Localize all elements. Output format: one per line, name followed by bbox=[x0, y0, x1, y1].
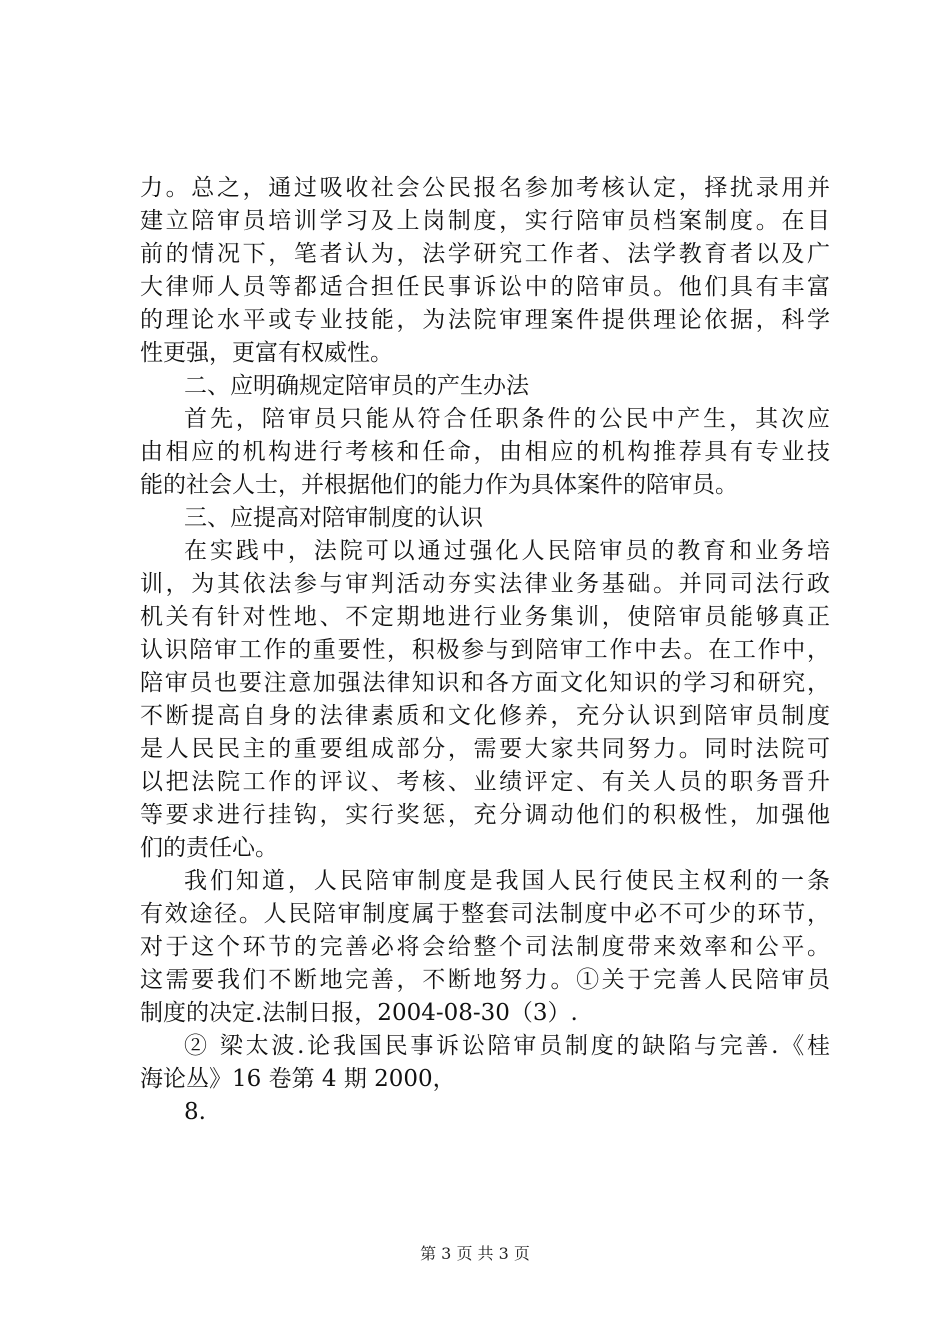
text-line: ② 梁太波.论我国民事诉讼陪审员制度的缺陷与完善.《桂 bbox=[184, 1033, 830, 1059]
text-line: 前的情况下，笔者认为，法学研究工作者、法学教育者以及广 bbox=[140, 241, 830, 267]
text-line: 的理论水平或专业技能，为法院审理案件提供理论依据，科学 bbox=[140, 307, 830, 333]
text-line: 们的责任心。 bbox=[140, 835, 278, 861]
text-line: 在实践中，法院可以通过强化人民陪审员的教育和业务培 bbox=[184, 538, 830, 564]
text-line: 力。总之，通过吸收社会公民报名参加考核认定，择扰录用并 bbox=[140, 175, 830, 201]
text-line: 8. bbox=[184, 1099, 206, 1125]
page-footer: 第 3 页 共 3 页 bbox=[420, 1244, 530, 1263]
text-line: 三、应提高对陪审制度的认识 bbox=[184, 505, 483, 531]
text-line: 由相应的机构进行考核和任命，由相应的机构推荐具有专业技 bbox=[140, 439, 830, 465]
text-line: 训，为其依法参与审判活动夯实法律业务基础。并同司法行政 bbox=[140, 571, 830, 597]
text-line: 陪审员也要注意加强法律知识和各方面文化知识的学习和研究， bbox=[140, 670, 830, 696]
text-line: 能的社会人士，并根据他们的能力作为具体案件的陪审员。 bbox=[140, 472, 738, 498]
text-line: 认识陪审工作的重要性，积极参与到陪审工作中去。在工作中， bbox=[140, 637, 830, 663]
text-line: 有效途径。人民陪审制度属于整套司法制度中必不可少的环节， bbox=[140, 901, 830, 927]
text-line: 不断提高自身的法律素质和文化修养，充分认识到陪审员制度 bbox=[140, 703, 830, 729]
text-line: 首先，陪审员只能从符合任职条件的公民中产生，其次应 bbox=[184, 406, 830, 432]
text-line: 这需要我们不断地完善，不断地努力。①关于完善人民陪审员 bbox=[140, 967, 830, 993]
text-line: 海论丛》16 卷第 4 期 2000， bbox=[140, 1066, 456, 1092]
text-line: 对于这个环节的完善必将会给整个司法制度带来效率和公平。 bbox=[140, 934, 830, 960]
text-line: 性更强，更富有权威性。 bbox=[140, 340, 393, 366]
text-line: 制度的决定.法制日报，2004-08-30（3）. bbox=[140, 1000, 578, 1026]
text-line: 等要求进行挂钩，实行奖惩，充分调动他们的积极性，加强他 bbox=[140, 802, 830, 828]
text-line: 是人民民主的重要组成部分，需要大家共同努力。同时法院可 bbox=[140, 736, 830, 762]
text-line: 以把法院工作的评议、考核、业绩评定、有关人员的职务晋升 bbox=[140, 769, 830, 795]
body-text bbox=[140, 172, 830, 1129]
text-line: 建立陪审员培训学习及上岗制度，实行陪审员档案制度。在目 bbox=[140, 208, 830, 234]
text-line: 大律师人员等都适合担任民事诉讼中的陪审员。他们具有丰富 bbox=[140, 274, 830, 300]
text-line: 我们知道，人民陪审制度是我国人民行使民主权利的一条 bbox=[184, 868, 830, 894]
text-line: 机关有针对性地、不定期地进行业务集训，使陪审员能够真正 bbox=[140, 604, 830, 630]
text-line: 二、应明确规定陪审员的产生办法 bbox=[184, 373, 529, 399]
